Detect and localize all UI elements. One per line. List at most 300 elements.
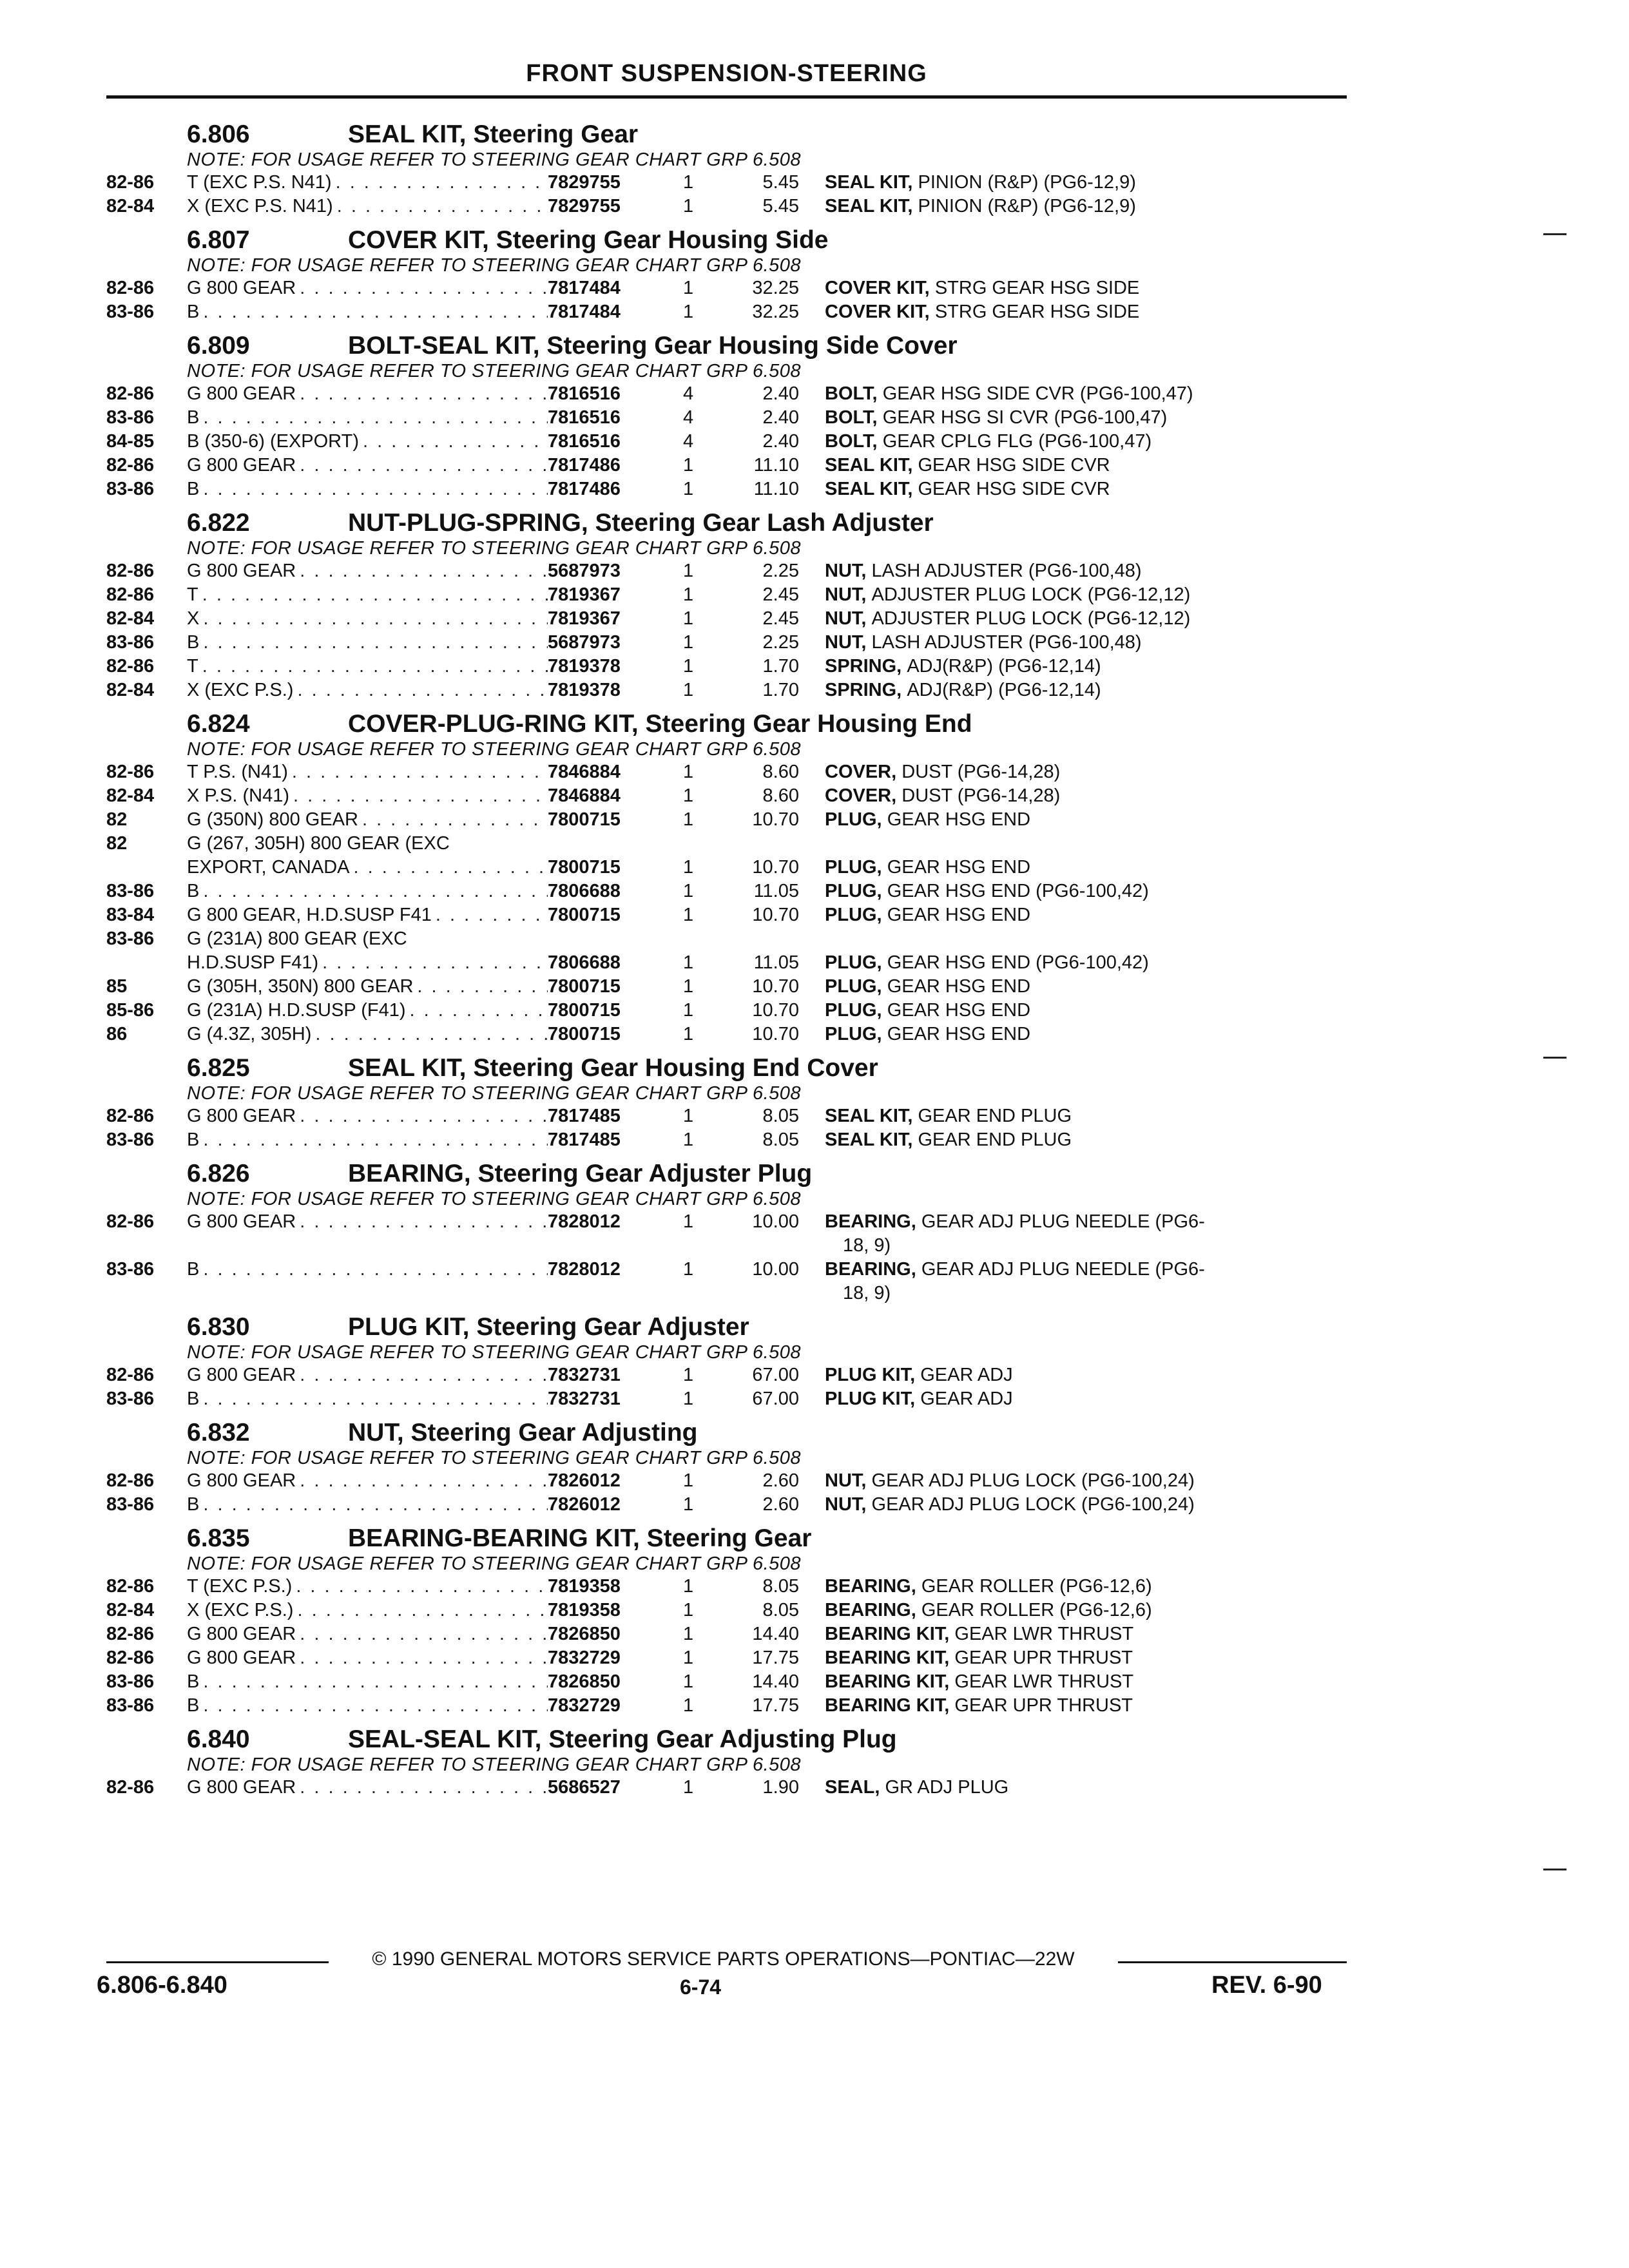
part-name: PLUG, xyxy=(825,881,882,901)
price-cell xyxy=(722,631,825,655)
part-number: 7832731 xyxy=(548,1389,621,1409)
quantity-cell xyxy=(683,607,722,631)
leader-dots xyxy=(359,430,548,454)
leader-dots xyxy=(293,1599,548,1622)
part-name: COVER, xyxy=(825,785,897,806)
description-line xyxy=(825,1469,1344,1493)
price: 8.05 xyxy=(762,1129,799,1150)
usage-text: G 800 GEAR xyxy=(187,1106,296,1126)
usage-cell xyxy=(187,276,548,300)
part-description: GEAR ADJ PLUG NEEDLE (PG6- xyxy=(921,1259,1205,1280)
description-line xyxy=(825,1282,1344,1305)
part-description: PINION (R&P) (PG6-12,9) xyxy=(918,196,1136,216)
section-number: 6.830 xyxy=(187,1313,250,1341)
usage-line xyxy=(187,1104,548,1128)
description-line xyxy=(825,1694,1344,1718)
quantity: 1 xyxy=(683,1576,694,1597)
description-cell xyxy=(825,1210,1344,1258)
usage-cell xyxy=(187,1387,548,1411)
model-years: 82-86 xyxy=(106,762,155,782)
section-title: BEARING-BEARING KIT, Steering Gear xyxy=(348,1524,812,1552)
part-row xyxy=(106,1493,1347,1517)
quantity-cell xyxy=(683,454,722,477)
usage-text: T (EXC P.S.) xyxy=(187,1576,293,1597)
usage-text: G 800 GEAR xyxy=(187,1470,296,1491)
part-row xyxy=(106,927,1347,975)
quantity-cell xyxy=(683,631,722,655)
leader-dots xyxy=(349,856,548,879)
section-heading xyxy=(106,324,1347,360)
leader-dots xyxy=(296,1469,548,1493)
part-name: BEARING KIT, xyxy=(825,1648,950,1668)
model-years: 82-86 xyxy=(106,455,155,476)
part-description: GEAR HSG SIDE CVR xyxy=(918,455,1110,476)
price: 2.40 xyxy=(762,383,799,404)
description-cell xyxy=(825,1493,1344,1517)
model-years: 82-86 xyxy=(106,1106,155,1126)
leader-dots xyxy=(199,879,548,903)
part-number-cell xyxy=(548,1023,683,1046)
description-cell xyxy=(825,999,1344,1023)
price-cell xyxy=(722,999,825,1023)
quantity-cell xyxy=(683,999,722,1023)
usage-line xyxy=(187,1622,548,1646)
part-description: GEAR ADJ PLUG LOCK (PG6-100,24) xyxy=(871,1470,1195,1491)
description-line xyxy=(825,999,1344,1023)
price-cell xyxy=(722,832,825,879)
usage-line xyxy=(187,1776,548,1800)
part-number: 7800715 xyxy=(548,905,621,925)
part-row xyxy=(106,583,1347,607)
price-cell xyxy=(722,1575,825,1599)
part-name: BEARING, xyxy=(825,1211,916,1232)
description-cell xyxy=(825,1776,1344,1800)
price: 10.70 xyxy=(752,976,799,997)
price: 2.60 xyxy=(762,1470,799,1491)
quantity: 1 xyxy=(683,1259,694,1280)
section-heading xyxy=(106,1046,1347,1082)
quantity: 1 xyxy=(683,1106,694,1126)
price-cell xyxy=(722,1104,825,1128)
model-years: 83-86 xyxy=(106,302,155,322)
price-cell xyxy=(722,477,825,501)
part-description: DUST (PG6-14,28) xyxy=(901,762,1061,782)
part-description: ADJUSTER PLUG LOCK (PG6-12,12) xyxy=(871,608,1191,629)
description-cell xyxy=(825,195,1344,218)
price-cell xyxy=(722,975,825,999)
part-row xyxy=(106,1258,1347,1305)
part-row xyxy=(106,1469,1347,1493)
price: 10.00 xyxy=(752,1259,799,1280)
quantity-cell xyxy=(683,406,722,430)
section-heading xyxy=(106,218,1347,255)
usage-text: G (267, 305H) 800 GEAR (EXC xyxy=(187,833,450,854)
usage-text: G 800 GEAR xyxy=(187,1365,296,1385)
description-cell xyxy=(825,808,1344,832)
part-number-cell xyxy=(548,999,683,1023)
part-row xyxy=(106,784,1347,808)
part-number-cell xyxy=(548,784,683,808)
part-number: 7832729 xyxy=(548,1648,621,1668)
part-number-cell xyxy=(548,1258,683,1282)
part-description-cont: 18, 9) xyxy=(843,1283,891,1303)
part-name: COVER, xyxy=(825,762,897,782)
part-number-cell xyxy=(548,1387,683,1411)
part-number-cell xyxy=(548,1694,683,1718)
description-line xyxy=(825,1776,1344,1800)
part-number-cell xyxy=(548,300,683,324)
part-row xyxy=(106,999,1347,1023)
quantity-cell xyxy=(683,1694,722,1718)
section-title: SEAL KIT, Steering Gear Housing End Cover xyxy=(348,1054,878,1082)
section-title: SEAL KIT, Steering Gear xyxy=(348,120,639,148)
description-line xyxy=(825,195,1344,218)
usage-cell xyxy=(187,1575,548,1599)
usage-line xyxy=(187,430,548,454)
section-number: 6.822 xyxy=(187,509,250,537)
price-cell xyxy=(722,655,825,678)
leader-dots xyxy=(288,760,548,784)
price-cell xyxy=(722,927,825,975)
model-years: 82-86 xyxy=(106,383,155,404)
quantity-cell xyxy=(683,1128,722,1152)
part-description: LASH ADJUSTER (PG6-100,48) xyxy=(871,561,1142,581)
usage-line xyxy=(187,1599,548,1622)
section-heading xyxy=(106,702,1347,738)
usage-text: B xyxy=(187,1129,200,1150)
section-number: 6.806 xyxy=(187,120,250,148)
usage-cell xyxy=(187,1670,548,1694)
leader-dots xyxy=(311,1023,548,1046)
part-row xyxy=(106,1575,1347,1599)
part-number: 5687973 xyxy=(548,561,621,581)
quantity-cell xyxy=(683,300,722,324)
part-number: 5686527 xyxy=(548,1777,621,1798)
part-name: PLUG, xyxy=(825,1024,882,1044)
price-cell xyxy=(722,406,825,430)
model-years: 82-86 xyxy=(106,278,155,298)
description-cell xyxy=(825,879,1344,903)
quantity: 1 xyxy=(683,952,694,973)
usage-line xyxy=(187,903,548,927)
leader-dots xyxy=(199,1387,548,1411)
leader-dots xyxy=(432,903,548,927)
price-cell xyxy=(722,1646,825,1670)
quantity: 1 xyxy=(683,905,694,925)
usage-line xyxy=(187,879,548,903)
leader-dots xyxy=(199,1694,548,1718)
model-years: 82-86 xyxy=(106,584,155,605)
usage-line xyxy=(187,477,548,501)
quantity-cell xyxy=(683,1210,722,1234)
part-number-cell xyxy=(548,655,683,678)
price: 2.60 xyxy=(762,1494,799,1515)
usage-line xyxy=(187,382,548,406)
usage-line xyxy=(187,300,548,324)
part-number-cell xyxy=(548,195,683,218)
leader-dots xyxy=(199,1258,548,1282)
usage-text: G 800 GEAR xyxy=(187,278,296,298)
part-number-cell xyxy=(548,975,683,999)
usage-text: G 800 GEAR xyxy=(187,455,296,476)
footer-revision: REV. 6-90 xyxy=(1211,1972,1322,1999)
price: 10.70 xyxy=(752,809,799,830)
part-number: 7829755 xyxy=(548,196,621,216)
part-description: GEAR HSG END xyxy=(887,976,1031,997)
usage-cell xyxy=(187,1210,548,1234)
part-number-cell xyxy=(548,832,683,879)
quantity: 1 xyxy=(683,1494,694,1515)
part-description: GEAR ROLLER (PG6-12,6) xyxy=(921,1576,1152,1597)
quantity: 1 xyxy=(683,278,694,298)
description-line xyxy=(825,1258,1344,1282)
quantity-cell xyxy=(683,559,722,583)
part-description: GEAR UPR THRUST xyxy=(954,1648,1133,1668)
leader-dots xyxy=(199,607,548,631)
part-name: SEAL KIT, xyxy=(825,172,913,193)
price: 11.05 xyxy=(753,952,799,973)
description-line xyxy=(825,760,1344,784)
part-number-cell xyxy=(548,1646,683,1670)
leader-dots xyxy=(413,975,548,999)
part-description: GEAR END PLUG xyxy=(918,1129,1072,1150)
price-cell xyxy=(722,784,825,808)
part-number: 7819358 xyxy=(548,1600,621,1620)
part-name: SEAL KIT, xyxy=(825,1129,913,1150)
part-name: SEAL KIT, xyxy=(825,196,913,216)
section-heading xyxy=(106,501,1347,537)
part-number: 7817484 xyxy=(548,278,621,298)
section-number: 6.807 xyxy=(187,226,250,254)
leader-dots xyxy=(198,655,548,678)
price: 8.05 xyxy=(762,1106,799,1126)
part-name: SEAL, xyxy=(825,1777,880,1798)
description-line xyxy=(825,784,1344,808)
section-number: 6.824 xyxy=(187,710,250,738)
quantity-cell xyxy=(683,1646,722,1670)
part-row xyxy=(106,1210,1347,1258)
quantity: 1 xyxy=(683,455,694,476)
usage-cell xyxy=(187,784,548,808)
quantity-cell xyxy=(683,1104,722,1128)
price: 14.40 xyxy=(752,1624,799,1644)
part-row xyxy=(106,1670,1347,1694)
part-number-cell xyxy=(548,454,683,477)
part-number-cell xyxy=(548,760,683,784)
quantity: 1 xyxy=(683,584,694,605)
section-note: NOTE: FOR USAGE REFER TO STEERING GEAR CHART GRP 6.508 xyxy=(187,149,802,170)
description-line xyxy=(825,1670,1344,1694)
description-cell xyxy=(825,1104,1344,1128)
section-number: 6.840 xyxy=(187,1725,250,1753)
usage-line xyxy=(187,760,548,784)
quantity: 1 xyxy=(683,172,694,193)
part-description: STRG GEAR HSG SIDE xyxy=(934,278,1140,298)
part-row xyxy=(106,1776,1347,1800)
description-line xyxy=(825,1210,1344,1234)
description-cell xyxy=(825,1387,1344,1411)
description-cell xyxy=(825,927,1344,975)
description-line xyxy=(825,1599,1344,1622)
part-row xyxy=(106,171,1347,195)
part-number: 7828012 xyxy=(548,1259,621,1280)
price-cell xyxy=(722,1493,825,1517)
usage-line xyxy=(187,832,548,856)
description-cell xyxy=(825,454,1344,477)
price: 10.70 xyxy=(752,1000,799,1021)
part-number: 7819378 xyxy=(548,680,621,700)
section-note: NOTE: FOR USAGE REFER TO STEERING GEAR CHART GRP 6.508 xyxy=(187,1083,802,1104)
part-number: 7819378 xyxy=(548,656,621,677)
model-years: 82-86 xyxy=(106,1470,155,1491)
usage-text: G (231A) H.D.SUSP (F41) xyxy=(187,1000,406,1021)
usage-text: B xyxy=(187,407,200,428)
parts-catalog xyxy=(106,113,1347,1800)
part-row xyxy=(106,655,1347,678)
price-cell xyxy=(722,1694,825,1718)
model-years: 83-84 xyxy=(106,905,155,925)
description-cell xyxy=(825,430,1344,454)
price-cell xyxy=(722,195,825,218)
description-cell xyxy=(825,1363,1344,1387)
usage-cell xyxy=(187,975,548,999)
part-name: COVER KIT, xyxy=(825,278,930,298)
part-description: GEAR HSG END xyxy=(887,905,1031,925)
section-note: NOTE: FOR USAGE REFER TO STEERING GEAR CHART GRP 6.508 xyxy=(187,1754,802,1775)
part-name: BEARING KIT, xyxy=(825,1671,950,1692)
description-cell xyxy=(825,1128,1344,1152)
part-description: GR ADJ PLUG xyxy=(885,1777,1009,1798)
part-number: 7826850 xyxy=(548,1624,621,1644)
usage-line xyxy=(187,1493,548,1517)
part-number-cell xyxy=(548,1363,683,1387)
model-years: 82 xyxy=(106,833,128,854)
model-years: 83-86 xyxy=(106,1494,155,1515)
part-description: GEAR HSG SI CVR (PG6-100,47) xyxy=(882,407,1168,428)
part-number-cell xyxy=(548,631,683,655)
quantity-cell xyxy=(683,1469,722,1493)
part-description-cont: 18, 9) xyxy=(843,1235,891,1256)
quantity: 1 xyxy=(683,976,694,997)
usage-line xyxy=(187,1387,548,1411)
description-line xyxy=(825,300,1344,324)
usage-line xyxy=(187,975,548,999)
price: 67.00 xyxy=(752,1365,799,1385)
description-cell xyxy=(825,1023,1344,1046)
usage-text: B xyxy=(187,1494,200,1515)
part-number-cell xyxy=(548,879,683,903)
price-cell xyxy=(722,382,825,406)
part-row xyxy=(106,430,1347,454)
margin-mark xyxy=(1543,233,1566,235)
part-number: 7828012 xyxy=(548,1211,621,1232)
usage-text: G (350N) 800 GEAR xyxy=(187,809,358,830)
model-years: 85-86 xyxy=(106,1000,155,1021)
description-line xyxy=(825,678,1344,702)
part-description: GEAR HSG END xyxy=(887,1024,1031,1044)
part-name: BOLT, xyxy=(825,383,878,404)
section-number: 6.826 xyxy=(187,1160,250,1187)
section-note: NOTE: FOR USAGE REFER TO STEERING GEAR CHART GRP 6.508 xyxy=(187,538,802,559)
description-line xyxy=(825,975,1344,999)
description-line xyxy=(825,607,1344,631)
leader-dots xyxy=(199,406,548,430)
part-row xyxy=(106,607,1347,631)
description-cell xyxy=(825,1575,1344,1599)
part-name: PLUG, xyxy=(825,1000,882,1021)
price-cell xyxy=(722,1258,825,1282)
quantity: 1 xyxy=(683,1600,694,1620)
part-description: GEAR ADJ PLUG LOCK (PG6-100,24) xyxy=(871,1494,1195,1515)
part-number-cell xyxy=(548,406,683,430)
description-cell xyxy=(825,406,1344,430)
part-number-cell xyxy=(548,430,683,454)
usage-line xyxy=(187,559,548,583)
part-number: 5687973 xyxy=(548,632,621,653)
part-name: PLUG, xyxy=(825,809,882,830)
model-years: 82-86 xyxy=(106,656,155,677)
part-number-cell xyxy=(548,382,683,406)
usage-cell xyxy=(187,1023,548,1046)
usage-text: B xyxy=(187,1695,200,1716)
part-number-cell xyxy=(548,1104,683,1128)
footer-page-number: 6-74 xyxy=(680,1975,722,1999)
price-cell xyxy=(722,1128,825,1152)
price-cell xyxy=(722,1469,825,1493)
leader-dots xyxy=(199,300,548,324)
leader-dots xyxy=(406,999,548,1023)
footer-range: 6.806-6.840 xyxy=(97,1972,227,1999)
quantity: 4 xyxy=(683,383,694,404)
part-number-cell xyxy=(548,607,683,631)
part-number: 7816516 xyxy=(548,383,621,404)
usage-text: G (231A) 800 GEAR (EXC xyxy=(187,928,407,949)
part-number: 7832729 xyxy=(548,1695,621,1716)
description-line xyxy=(825,1575,1344,1599)
price: 8.60 xyxy=(762,762,799,782)
part-number: 7826012 xyxy=(548,1470,621,1491)
part-row xyxy=(106,1363,1347,1387)
usage-text: G 800 GEAR xyxy=(187,1648,296,1668)
leader-dots xyxy=(296,1622,548,1646)
price-cell xyxy=(722,607,825,631)
section-note: NOTE: FOR USAGE REFER TO STEERING GEAR CHART GRP 6.508 xyxy=(187,739,802,760)
part-name: SEAL KIT, xyxy=(825,1106,913,1126)
part-number-cell xyxy=(548,1622,683,1646)
quantity: 4 xyxy=(683,407,694,428)
part-number-cell xyxy=(548,1493,683,1517)
description-cell xyxy=(825,1670,1344,1694)
part-row xyxy=(106,276,1347,300)
section-title: COVER-PLUG-RING KIT, Steering Gear Housing End xyxy=(348,710,972,738)
description-line xyxy=(825,631,1344,655)
part-number: 7806688 xyxy=(548,952,621,973)
description-cell xyxy=(825,1622,1344,1646)
quantity: 1 xyxy=(683,561,694,581)
section-note: NOTE: FOR USAGE REFER TO STEERING GEAR CHART GRP 6.508 xyxy=(187,1553,802,1574)
part-name: PLUG KIT, xyxy=(825,1365,916,1385)
leader-dots xyxy=(199,1128,548,1152)
quantity-cell xyxy=(683,382,722,406)
model-years: 84-85 xyxy=(106,431,155,452)
price: 1.70 xyxy=(762,680,799,700)
part-name: PLUG, xyxy=(825,857,882,878)
quantity-cell xyxy=(683,276,722,300)
usage-cell xyxy=(187,1104,548,1128)
usage-line xyxy=(187,927,548,951)
usage-text: B xyxy=(187,1389,200,1409)
price-cell xyxy=(722,678,825,702)
